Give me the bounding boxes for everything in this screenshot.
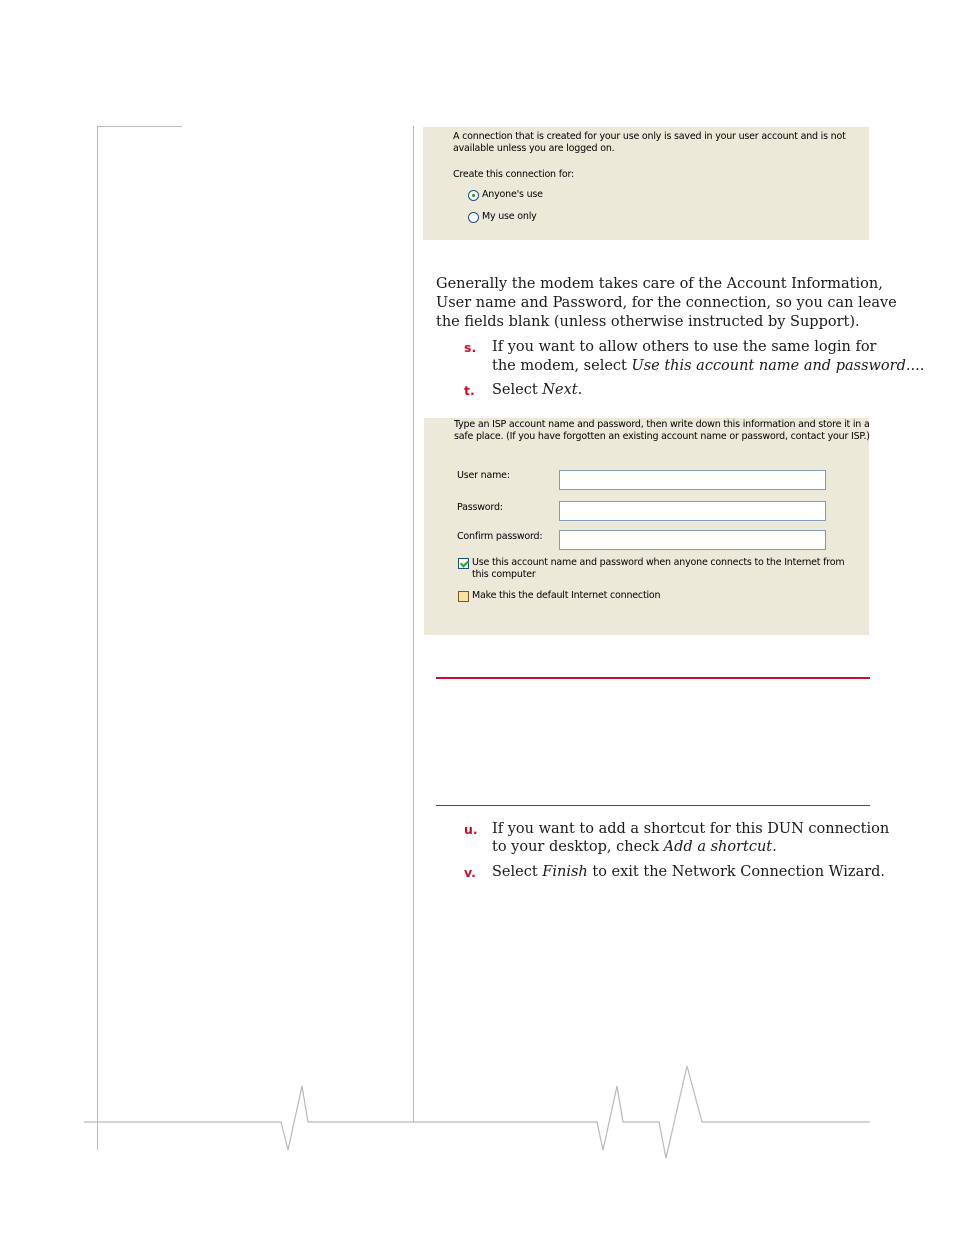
password-label: Password: [457,502,503,513]
anyones-use-radio[interactable] [468,190,479,201]
connection-availability-dialog [423,127,869,240]
step-s-text: If you want to allow others to use the same login for [492,339,877,355]
step-s-text: the modem, select Use this account name and password.... [492,358,925,374]
step-u-marker: u. [464,822,478,837]
user-name-label: User name: [457,470,510,481]
intro-paragraph-line: the fields blank (unless otherwise instructed by Support). [436,314,860,330]
anyones-use-label[interactable]: Anyone's use [482,189,543,200]
confirm-password-label: Confirm password: [457,531,543,542]
intro-paragraph-line: User name and Password, for the connection, so you can leave [436,295,897,311]
default-connection-checkbox[interactable] [458,591,469,602]
dialog-info-line: A connection that is created for your use only is saved in your user account and is not [453,131,846,142]
step-s-marker: s. [464,340,477,355]
dialog-info-line: Type an ISP account name and password, then write down this information and store it in a [454,419,870,430]
use-account-for-anyone-label[interactable]: this computer [472,569,536,580]
default-connection-label[interactable]: Make this the default Internet connection [472,590,661,601]
step-u-text: to your desktop, check Add a shortcut. [492,839,777,855]
finish-button-name: Finish [542,864,588,880]
step-t-marker: t. [464,383,475,398]
note-top-rule [436,677,870,679]
top-left-rule [97,126,182,127]
footer-waveform-line [84,1066,870,1158]
add-shortcut-option-name: Add a shortcut [663,839,773,855]
left-margin-line [97,126,98,1150]
confirm-password-input[interactable] [559,530,826,550]
step-v-marker: v. [464,865,476,880]
intro-paragraph-line: Generally the modem takes care of the Account Information, [436,276,883,292]
my-use-only-label[interactable]: My use only [482,211,537,222]
use-account-for-anyone-label[interactable]: Use this account name and password when anyone connects to the Internet from [472,557,845,568]
dialog-info-line: available unless you are logged on. [453,143,615,154]
step-u-text: If you want to add a shortcut for this DUN connection [492,821,890,837]
isp-account-dialog [424,418,869,635]
footer-waveform [0,1050,954,1170]
my-use-only-radio[interactable] [468,212,479,223]
next-button-name: Next [542,382,578,398]
step-t-text: Select Next. [492,382,583,398]
step-s-option-name: Use this account name and password.... [631,358,925,374]
password-input[interactable] [559,501,826,521]
user-name-input[interactable] [559,470,826,490]
step-v-text: Select Finish to exit the Network Connection Wizard. [492,864,886,880]
column-divider [413,126,414,1122]
use-account-for-anyone-checkbox[interactable] [458,558,469,569]
create-connection-label: Create this connection for: [453,169,574,180]
dialog-info-line: safe place. (If you have forgotten an existing account name or password, contact your ISP.) [454,431,870,442]
note-bottom-rule [436,805,870,806]
